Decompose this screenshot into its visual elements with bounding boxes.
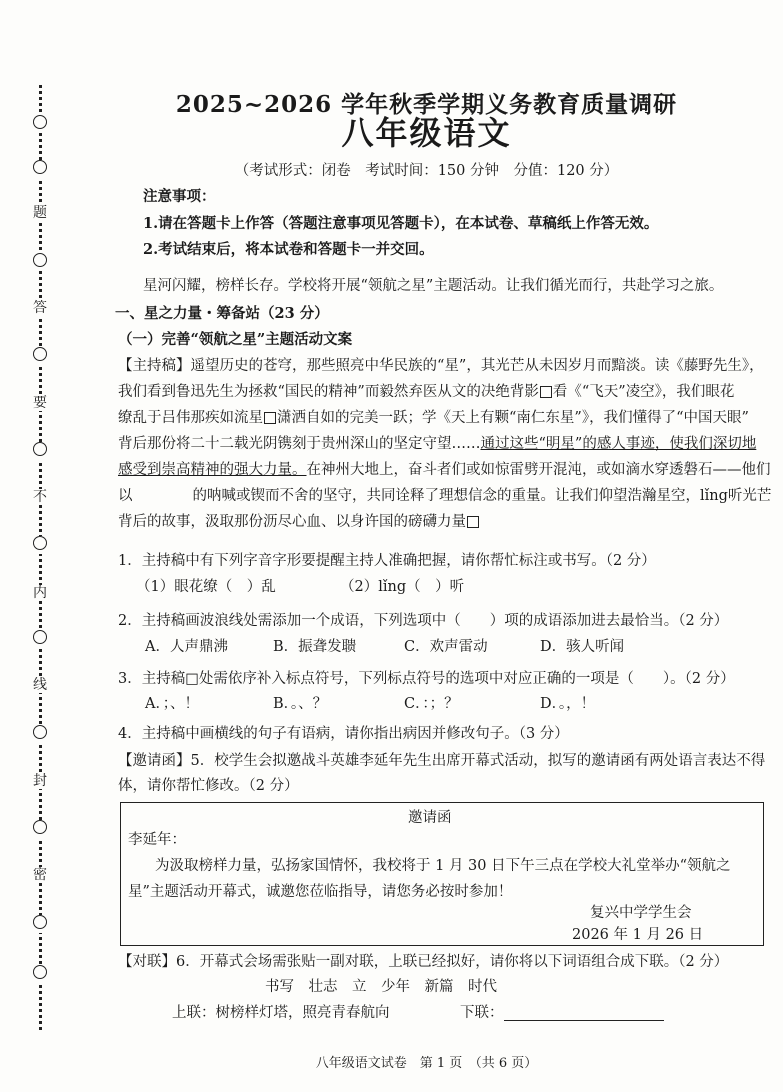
- letter-title: 邀请函: [408, 810, 452, 826]
- passage-text: 潇洒自如的完美一跃；学《天上有颗“南仁东星”》，我们懂得了“中国天眼”: [277, 410, 749, 426]
- passage-text: 以: [118, 488, 133, 504]
- passage-line-3: [118, 408, 749, 428]
- underlined-sentence: 感受到崇高精神的强大力量。: [118, 462, 307, 478]
- question-3-option-d: D．。，！: [540, 696, 596, 712]
- binding-dotted-line: [39, 85, 42, 1030]
- question-6: 【对联】6．开幕式会场需张贴一副对联，上联已经拟好，请你将以下词语组合成下联。（2 分）: [118, 954, 729, 970]
- passage-line-2: [118, 382, 734, 402]
- passage-line-1: 【主持稿】遥望历史的苍穹，那些照亮中华民族的“星”，其光芒从未因岁月而黯淡。读《藤野先生》，: [118, 358, 764, 374]
- passage-line-6: [118, 486, 771, 506]
- couplet-lower-answer-line: [504, 1006, 664, 1021]
- binding-circle-icon: [30, 725, 50, 743]
- section-1-subtitle: （一）完善“领航之星”主题活动文案: [118, 331, 353, 348]
- question-1-part-2: （2）lǐng（ ）听: [340, 579, 465, 595]
- couplet-lower-label: 下联：: [460, 1005, 504, 1021]
- passage-text: 的呐喊或锲而不舍的坚守，共同诠释了理想信念的重量。让我们仰望浩瀚星空，lǐng听光芒: [192, 488, 772, 504]
- letter-date: 2026 年 1 月 26 日: [572, 927, 704, 943]
- question-3-option-b: B．。、？: [273, 696, 328, 712]
- passage-line-4: [118, 434, 756, 454]
- passage-text: 我们看到鲁迅先生为拯救“国民的精神”而毅然弃医从文的决绝背影: [118, 384, 539, 400]
- passage-text: 缭乱于吕伟那疾如流星: [118, 410, 263, 426]
- letter-signer: 复兴中学学生会: [590, 905, 692, 921]
- binding-margin: [30, 85, 50, 1030]
- question-3-option-c: C．：；？: [404, 696, 459, 712]
- letter-body-line-1: 为汲取榜样力量，弘扬家国情怀，我校将于 1 月 30 日下午三点在学校大礼堂举办“领航之: [155, 858, 731, 874]
- exam-series-title: 2025~2026 学年秋季学期义务教育质量调研: [175, 91, 678, 118]
- notice-item-2: 2.考试结束后，将本试卷和答题卡一并交回。: [143, 241, 434, 258]
- binding-circle-icon: [30, 630, 50, 648]
- passage-text: 背后那份将二十二载光阴镌刻于贵州深山的坚定守望……: [118, 436, 481, 452]
- binding-circle-icon: [30, 915, 50, 933]
- binding-circle-icon: [30, 442, 50, 460]
- passage-text: 背后的故事，汲取那份沥尽心血、以身许国的磅礴力量: [118, 514, 466, 530]
- notice-title: 注意事项：: [143, 188, 216, 205]
- punctuation-blank-box: [264, 412, 276, 424]
- question-2-option-a: A．人声鼎沸: [145, 639, 228, 655]
- passage-text: 看《“飞天”凌空》，我们眼花: [552, 384, 735, 400]
- exam-subject-title: 八年级语文: [341, 114, 512, 152]
- underlined-sentence: 通过这些“明星”的感人事迹，使我们深切地: [480, 436, 757, 452]
- question-1-part-1: （1）眼花缭（ ）乱: [136, 579, 276, 595]
- wavy-blank: [133, 489, 193, 503]
- punctuation-blank-box: [467, 516, 479, 528]
- question-3-option-a: A．；、！: [145, 696, 199, 712]
- binding-circle-icon: [30, 347, 50, 365]
- couplet-lower: [460, 1003, 664, 1023]
- question-4: 4．主持稿中画横线的句子有语病，请你指出病因并修改句子。（3 分）: [118, 726, 569, 742]
- letter-greeting: 李延年：: [128, 832, 186, 848]
- exam-info: （考试形式：闭卷 考试时间：150 分钟 分值：120 分）: [234, 163, 619, 179]
- binding-char: 答: [30, 300, 50, 316]
- binding-circle-icon: [30, 820, 50, 838]
- letter-body-line-2: 星”主题活动开幕式，诚邀您莅临指导，请您务必按时参加！: [128, 884, 513, 900]
- question-2-option-d: D．骇人听闻: [540, 639, 625, 655]
- binding-circle-icon: [30, 536, 50, 554]
- passage-line-7: [118, 512, 480, 532]
- binding-char: 题: [30, 205, 50, 221]
- binding-circle-icon: [30, 965, 50, 983]
- binding-circle-icon: [30, 253, 50, 271]
- question-5-line-1: 【邀请函】5．校学生会拟邀战斗英雄李延年先生出席开幕式活动，拟写的邀请函有两处语言表达不得: [118, 753, 766, 769]
- couplet-upper: 上联：树榜样灯塔，照亮青春航向: [172, 1005, 390, 1021]
- question-2-option-b: B．振聋发聩: [273, 639, 357, 655]
- couplet-word-bank: 书写 壮志 立 少年 新篇 时代: [265, 979, 497, 995]
- binding-char: 要: [30, 395, 50, 411]
- intro-text: 星河闪耀，榜样长存。学校将开展“领航之星”主题活动。让我们循光而行，共赴学习之旅。: [143, 278, 724, 294]
- binding-char: 封: [30, 773, 50, 789]
- binding-char: 内: [30, 585, 50, 601]
- question-1: 1．主持稿中有下列字音字形要提醒主持人准确把握，请你帮忙标注或书写。（2 分）: [118, 553, 656, 569]
- section-1-title: 一、星之力量・筹备站（23 分）: [115, 305, 329, 322]
- punctuation-blank-box: [540, 386, 552, 398]
- question-2-option-c: C．欢声雷动: [404, 639, 488, 655]
- passage-text: 在神州大地上，奋斗者们或如惊雷劈开混沌，或如滴水穿透磐石——他们: [306, 462, 771, 478]
- question-3: 3．主持稿□处需依序补入标点符号，下列标点符号的选项中对应正确的一项是（ ）。（2 分）: [118, 671, 735, 687]
- notice-item-1: 1.请在答题卡上作答（答题注意事项见答题卡），在本试卷、草稿纸上作答无效。: [143, 215, 659, 232]
- binding-char: 线: [30, 677, 50, 693]
- page-footer: 八年级语文试卷 第 1 页 （共 6 页）: [315, 1056, 538, 1071]
- question-5-line-2: 体，请你帮忙修改。（2 分）: [118, 778, 299, 794]
- question-2: 2．主持稿画波浪线处需添加一个成语，下列选项中（ ）项的成语添加进去最恰当。（2 分）: [118, 613, 729, 629]
- binding-char: 密: [30, 867, 50, 883]
- passage-line-5: [118, 460, 771, 480]
- binding-char: 不: [30, 489, 50, 505]
